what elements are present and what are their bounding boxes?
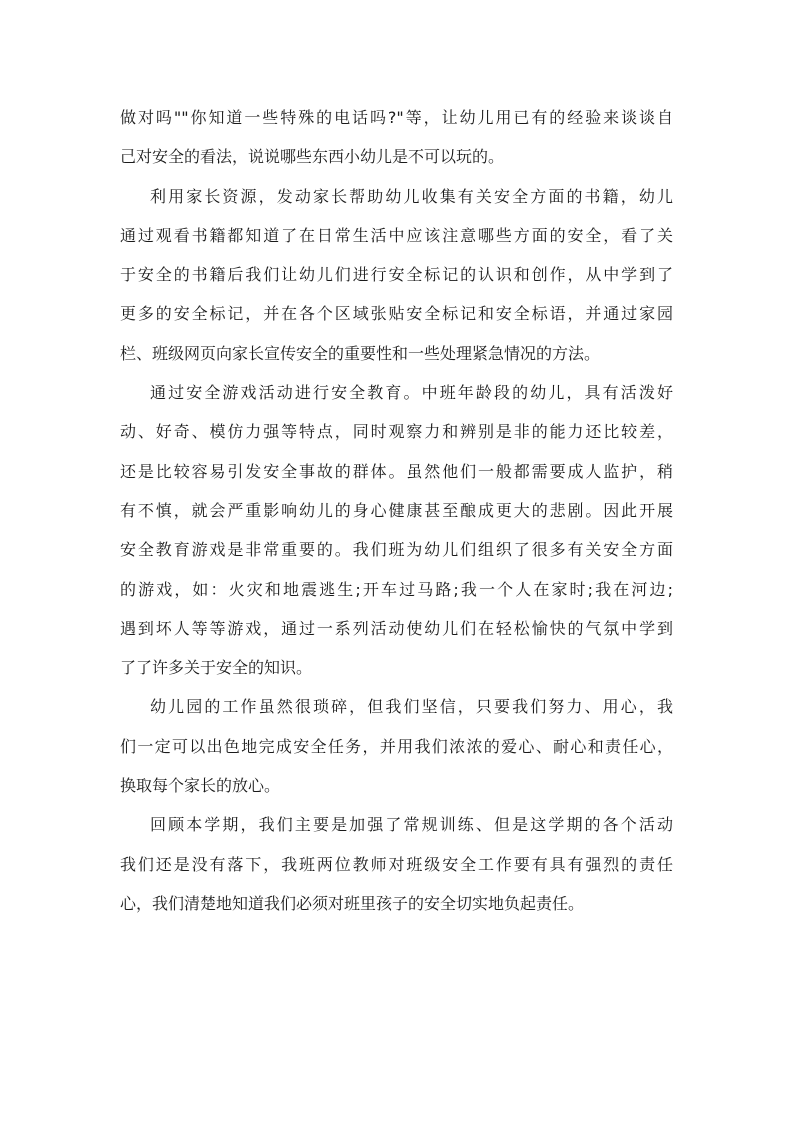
text-line: 还是比较容易引发安全事故的群体。虽然他们一般都需要成人监护，稍 xyxy=(120,461,673,481)
text-line: 回顾本学期，我们主要是加强了常规训练、但是这学期的各个活动 xyxy=(150,815,673,835)
text-line: 通过安全游戏活动进行安全教育。中班年龄段的幼儿，具有活泼好 xyxy=(150,383,673,403)
text-line: 利用家长资源，发动家长帮助幼儿收集有关安全方面的书籍，幼儿 xyxy=(150,186,673,206)
text-line: 幼儿园的工作虽然很琐碎，但我们坚信，只要我们努力、用心，我 xyxy=(150,697,673,717)
text-line: 安全教育游戏是非常重要的。我们班为幼儿们组织了很多有关安全方面 xyxy=(120,540,673,560)
text-line: 心，我们清楚地知道我们必须对班里孩子的安全切实地负起责任。 xyxy=(120,893,585,913)
text-line: 动、好奇、模仿力强等特点，同时观察力和辨别是非的能力还比较差， xyxy=(120,422,673,442)
text-line: 了了许多关于安全的知识。 xyxy=(120,658,313,678)
text-line: 于安全的书籍后我们让幼儿们进行安全标记的认识和创作，从中学到了 xyxy=(120,265,673,285)
text-line: 遇到坏人等等游戏，通过一系列活动使幼儿们在轻松愉快的气氛中学到 xyxy=(120,618,673,638)
text-line: 换取每个家长的放心。 xyxy=(120,776,281,796)
paragraph xyxy=(120,100,673,179)
document-body xyxy=(120,100,673,925)
paragraph xyxy=(120,375,673,689)
text-line: 栏、班级网页向家长宣传安全的重要性和一些处理紧急情况的方法。 xyxy=(120,343,601,363)
text-line: 通过观看书籍都知道了在日常生活中应该注意哪些方面的安全，看了关 xyxy=(120,225,673,245)
text-line: 做对吗""你知道一些特殊的电话吗?"等，让幼儿用已有的经验来谈谈自 xyxy=(120,108,673,127)
text-line: 更多的安全标记，并在各个区域张贴安全标记和安全标语，并通过家园 xyxy=(120,304,673,324)
paragraph xyxy=(120,179,673,375)
text-line: 我们还是没有落下，我班两位教师对班级安全工作要有具有强烈的责任 xyxy=(120,854,673,874)
text-line: 们一定可以出色地完成安全任务，并用我们浓浓的爱心、耐心和责任心， xyxy=(120,736,673,756)
text-line: 的游戏，如：火灾和地震逃生;开车过马路;我一个人在家时;我在河边; xyxy=(120,579,673,599)
text-line: 己对安全的看法，说说哪些东西小幼儿是不可以玩的。 xyxy=(120,147,505,167)
paragraph xyxy=(120,807,673,925)
text-line: 有不慎，就会严重影响幼儿的身心健康甚至酿成更大的悲剧。因此开展 xyxy=(120,500,673,520)
paragraph xyxy=(120,689,673,807)
